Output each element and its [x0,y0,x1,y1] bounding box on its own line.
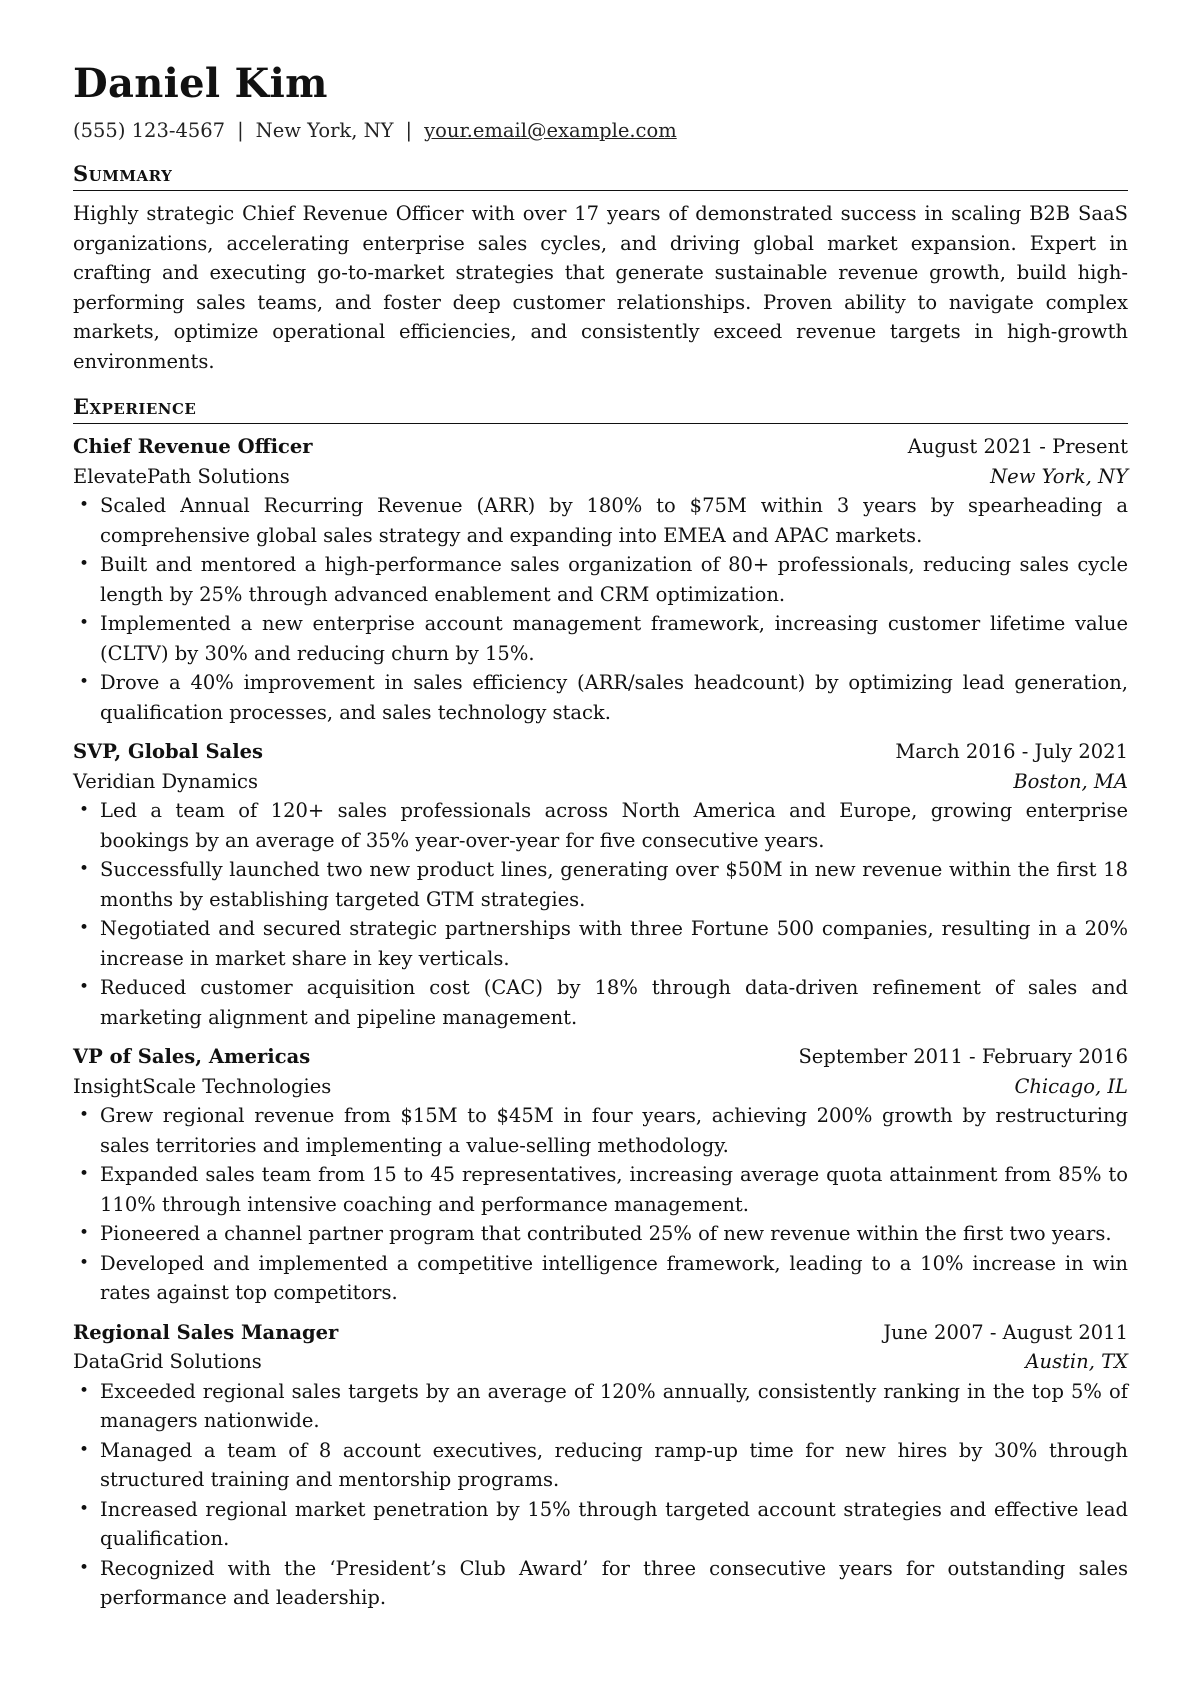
job-company: ElevatePath Solutions [73,464,290,488]
job-title: VP of Sales, Americas [73,1045,311,1068]
job-bullet: • Led a team of 120+ sales professionals across North America and Europe, growing enterprise bookings by an average of 35% year-over-year for five consecutive years. [73,796,1128,855]
job-title: SVP, Global Sales [73,740,263,763]
job-location: New York, NY [990,464,1128,488]
job-bullets [73,491,1128,727]
email-link[interactable]: your.email@example.com [424,119,677,142]
job-bullet: • Increased regional market penetration by 15% through targeted account strategies and effective lead qualification. [73,1495,1128,1554]
job-title-row [73,1042,1128,1072]
contact-line [73,119,1128,143]
job-bullet: • Grew regional revenue from $15M to $45M in four years, achieving 200% growth by restructuring sales territories and implementing a value-selling methodology. [73,1101,1128,1160]
contact-separator: | [405,119,413,142]
job-bullet: • Built and mentored a high-performance sales organization of 80+ professionals, reducing sales cycle length by 25% through advanced enablement and CRM optimization. [73,550,1128,609]
job-bullet: • Implemented a new enterprise account management framework, increasing customer lifetime value (CLTV) by 30% and reducing churn by 15%. [73,609,1128,668]
job-bullets [73,796,1128,1032]
job-bullet: • Expanded sales team from 15 to 45 representatives, increasing average quota attainment from 85% to 110% through intensive coaching and performance management. [73,1160,1128,1219]
job-title-row [73,1318,1128,1348]
job-dates: August 2021 - Present [907,435,1128,458]
contact-separator: | [237,119,244,142]
job-title-row [73,432,1128,462]
job-company-row [73,1347,1128,1377]
job-bullet: • Reduced customer acquisition cost (CAC) by 18% through data-driven refinement of sales and marketing alignment and pipeline management. [73,973,1128,1032]
job-bullets [73,1377,1128,1613]
contact-location: New York, NY [255,119,394,142]
job-bullet: • Scaled Annual Recurring Revenue (ARR) by 180% to $75M within 3 years by spearheading a comprehensive global sales strategy and expanding into EMEA and APAC markets. [73,491,1128,550]
job-company-row [73,1072,1128,1102]
job-company-row [73,462,1128,492]
job-bullet: • Exceeded regional sales targets by an average of 120% annually, consistently ranking in the top 5% of managers nationwide. [73,1377,1128,1436]
job-location: Chicago, IL [1014,1074,1128,1098]
job-dates: June 2007 - August 2011 [883,1320,1128,1344]
job-entry [73,1318,1128,1613]
job-location: Austin, TX [1025,1350,1128,1373]
job-title-row [73,737,1128,767]
experience-list [73,432,1128,1613]
resume-page [73,58,1128,1613]
summary-text: Highly strategic Chief Revenue Officer with over 17 years of demonstrated success in scaling B2B SaaS organizations, accelerating enterprise sales cycles, and driving global market expansion. Expert in crafting and executing go-to-market strategies that generate sustainable revenue growth, build high-performing sales teams, and foster deep customer relationships. Proven ability to navigate complex markets, optimize operational efficiencies, and consistently exceed revenue targets in high-growth environments. [73,202,1128,373]
job-bullet: • Negotiated and secured strategic partnerships with three Fortune 500 companies, resulting in a 20% increase in market share in key verticals. [73,914,1128,973]
job-bullet: • Developed and implemented a competitive intelligence framework, leading to a 10% increase in win rates against top competitors. [73,1249,1128,1308]
job-dates: March 2016 - July 2021 [895,740,1128,763]
job-entry [73,432,1128,727]
job-location: Boston, MA [1013,769,1128,793]
job-bullet: • Drove a 40% improvement in sales efficiency (ARR/sales headcount) by optimizing lead generation, qualification processes, and sales technology stack. [73,668,1128,727]
job-company: DataGrid Solutions [73,1350,262,1373]
candidate-name: Daniel Kim [73,60,328,107]
job-company: InsightScale Technologies [73,1074,332,1098]
job-title: Regional Sales Manager [73,1320,339,1344]
job-company-row [73,767,1128,797]
job-bullet: • Successfully launched two new product lines, generating over $50M in new revenue within the first 18 months by establishing targeted GTM strategies. [73,855,1128,914]
job-bullet: • Pioneered a channel partner program that contributed 25% of new revenue within the first two years. [73,1219,1128,1249]
job-dates: September 2011 - February 2016 [798,1045,1128,1068]
job-bullets [73,1101,1128,1308]
experience-heading: Experience [73,394,1128,424]
phone-number: (555) 123-4567 [73,119,226,142]
job-company: Veridian Dynamics [73,769,258,793]
summary-heading: Summary [73,161,1128,191]
job-entry [73,737,1128,1032]
job-entry [73,1042,1128,1308]
job-title: Chief Revenue Officer [73,435,313,458]
job-bullet: • Recognized with the ‘President’s Club Award’ for three consecutive years for outstanding sales performance and leadership. [73,1554,1128,1613]
job-bullet: • Managed a team of 8 account executives, reducing ramp-up time for new hires by 30% through structured training and mentorship programs. [73,1436,1128,1495]
